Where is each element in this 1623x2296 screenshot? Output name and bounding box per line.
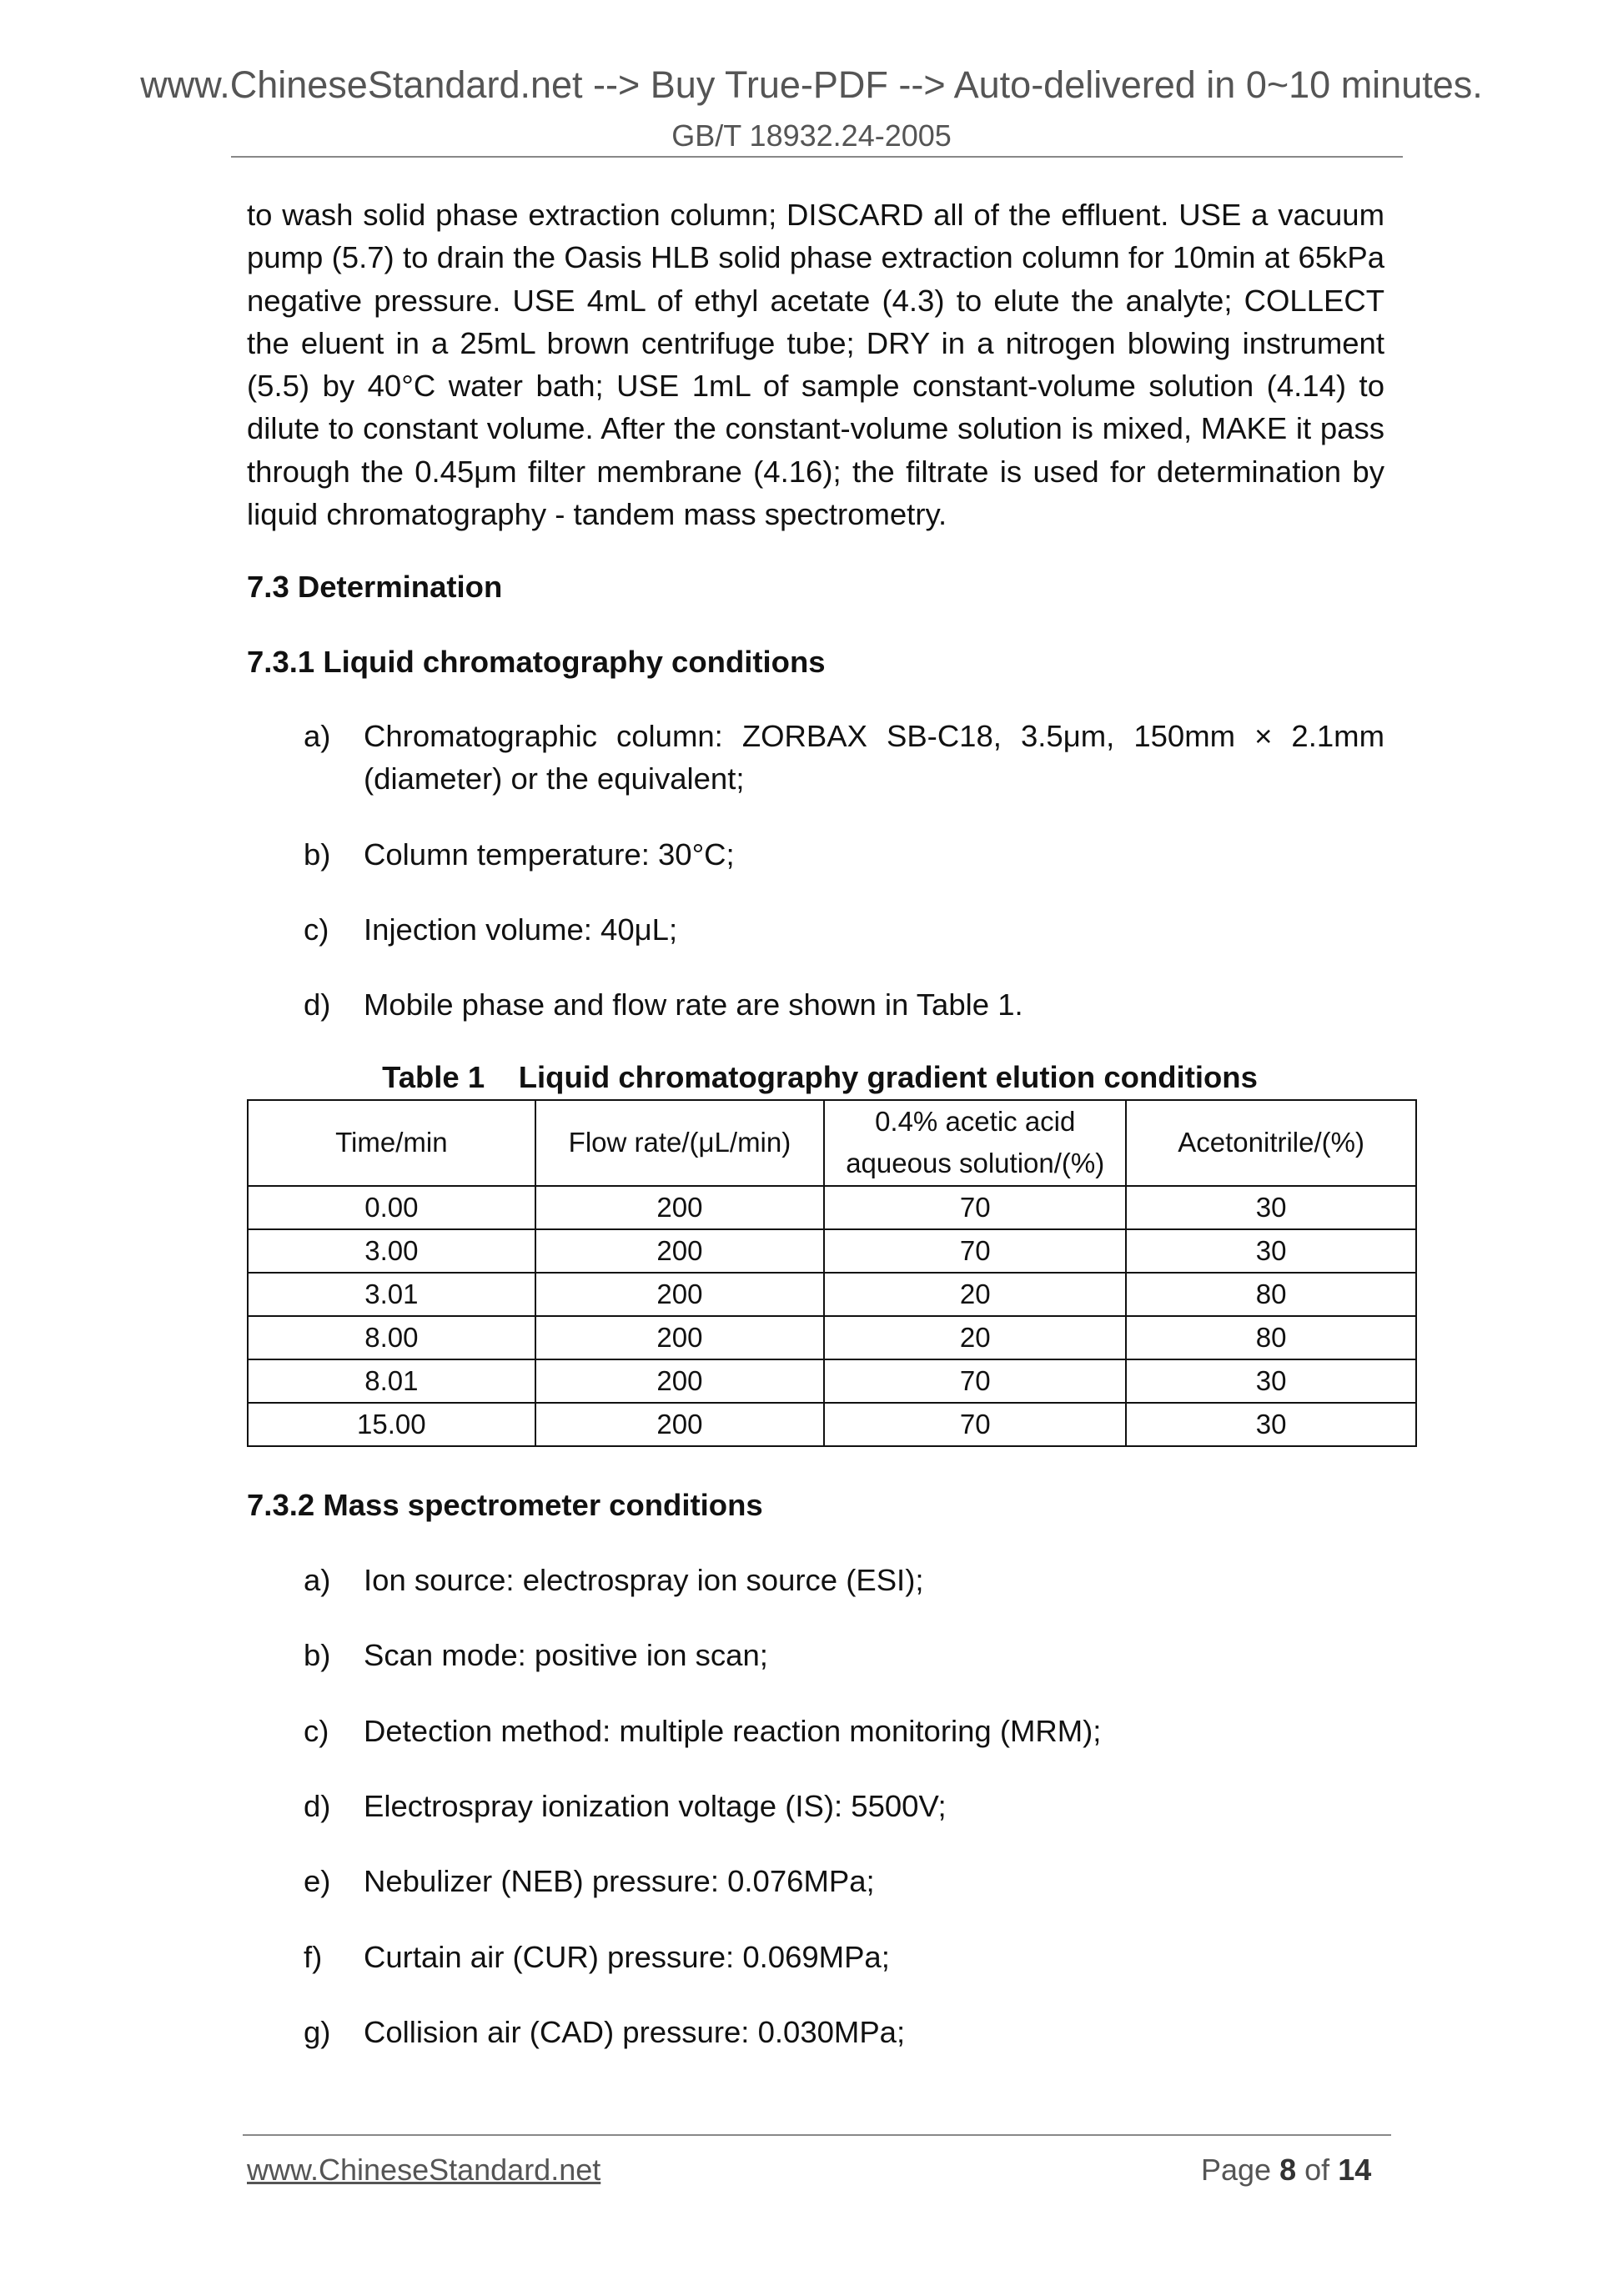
list-marker: f): [304, 1939, 323, 1974]
table-cell: 8.00: [248, 1316, 535, 1359]
footer-divider: [243, 2134, 1391, 2136]
table-cell: 70: [824, 1403, 1126, 1446]
lc-conditions-list: [247, 715, 1384, 1026]
list-item-text: Injection volume: 40μL;: [364, 912, 678, 947]
list-marker: e): [304, 1864, 331, 1899]
table-cell: 20: [824, 1273, 1126, 1316]
table-cell: 200: [535, 1359, 825, 1403]
list-item: [247, 833, 1384, 876]
table-1-container: [247, 1056, 1384, 1446]
list-marker: b): [304, 837, 331, 872]
page-of: of: [1304, 2153, 1330, 2187]
table-row: [248, 1273, 1416, 1316]
list-item-text: Ion source: electrospray ion source (ESI);: [364, 1563, 924, 1598]
page-content: [247, 193, 1384, 2053]
list-item: [247, 983, 1384, 1026]
table-cell: 8.01: [248, 1359, 535, 1403]
section-heading-7-3: 7.3 Determination: [247, 570, 503, 605]
table-cell: 30: [1126, 1359, 1416, 1403]
table-row: [248, 1229, 1416, 1273]
list-item-text: Nebulizer (NEB) pressure: 0.076MPa;: [364, 1864, 875, 1899]
list-item: [247, 1559, 1384, 1601]
list-marker: d): [304, 1788, 331, 1823]
site-banner: www.ChineseStandard.net --> Buy True-PDF --> Auto-delivered in 0~10 minutes.: [140, 63, 1483, 106]
header-divider: [231, 156, 1403, 158]
list-item-text: Detection method: multiple reaction monitoring (MRM);: [364, 1713, 1102, 1748]
list-item: [247, 1634, 1384, 1676]
list-marker: b): [304, 1638, 331, 1673]
table-cell: 80: [1126, 1273, 1416, 1316]
table-cell: 15.00: [248, 1403, 535, 1446]
table-cell: 30: [1126, 1229, 1416, 1273]
list-marker: c): [304, 1713, 329, 1748]
page-current: 8: [1279, 2153, 1297, 2187]
gradient-elution-table: [247, 1099, 1417, 1447]
list-item: [247, 715, 1384, 801]
table-cell: 20: [824, 1316, 1126, 1359]
column-header: Time/min: [248, 1100, 535, 1186]
list-item-text: Collision air (CAD) pressure: 0.030MPa;: [364, 2014, 906, 2049]
page-prefix: Page: [1201, 2153, 1272, 2187]
table-caption: Table 1 Liquid chromatography gradient elution conditions: [382, 1060, 1258, 1095]
table-cell: 200: [535, 1403, 825, 1446]
list-item-text: Chromatographic column: ZORBAX SB-C18, 3.5μm, 150mm × 2.1mm (diameter) or the equivalent;: [364, 718, 1384, 796]
list-marker: d): [304, 987, 331, 1022]
table-cell: 70: [824, 1229, 1126, 1273]
table-cell: 3.01: [248, 1273, 535, 1316]
table-cell: 30: [1126, 1403, 1416, 1446]
column-header: Acetonitrile/(%): [1126, 1100, 1416, 1186]
section-heading-7-3-2: 7.3.2 Mass spectrometer conditions: [247, 1487, 763, 1522]
column-header: Flow rate/(μL/min): [535, 1100, 825, 1186]
list-item: [247, 1860, 1384, 1902]
table-cell: 70: [824, 1359, 1126, 1403]
table-row: [248, 1186, 1416, 1229]
table-cell: 30: [1126, 1186, 1416, 1229]
list-item-text: Electrospray ionization voltage (IS): 5500V;: [364, 1788, 947, 1823]
list-marker: g): [304, 2014, 331, 2049]
table-cell: 80: [1126, 1316, 1416, 1359]
table-cell: 200: [535, 1273, 825, 1316]
list-item: [247, 908, 1384, 951]
list-marker: c): [304, 912, 329, 947]
list-item-text: Curtain air (CUR) pressure: 0.069MPa;: [364, 1939, 890, 1974]
table-row: [248, 1403, 1416, 1446]
column-header: 0.4% acetic acid aqueous solution/(%): [824, 1100, 1126, 1186]
list-item-text: Scan mode: positive ion scan;: [364, 1638, 768, 1673]
section-heading-7-3-1: 7.3.1 Liquid chromatography conditions: [247, 644, 826, 679]
list-marker: a): [304, 718, 331, 753]
list-item: [247, 1710, 1384, 1752]
footer-site-link[interactable]: www.ChineseStandard.net: [247, 2153, 601, 2187]
table-cell: 0.00: [248, 1186, 535, 1229]
list-item: [247, 1936, 1384, 1978]
table-cell: 3.00: [248, 1229, 535, 1273]
intro-paragraph: to wash solid phase extraction column; DISCARD all of the effluent. USE a vacuum pump (5.7) to drain the Oasis HLB solid phase extraction column for 10min at 65kPa negative pressure. USE 4mL of ethyl acetate (4.3) to elute the analyte; COLLECT the eluent in a 25mL brown centrifuge tube; DRY in a nitrogen blowing instrument (5.5) by 40°C water bath; USE 1mL of sample constant-volume solution (4.14) to dilute to constant volume. After the constant-volume solution is mixed, MAKE it pass through the 0.45μm filter membrane (4.16); the filtrate is used for determination by liquid chromatography - tandem mass spectrometry.: [247, 198, 1384, 532]
ms-conditions-list: [247, 1559, 1384, 2053]
table-cell: 70: [824, 1186, 1126, 1229]
page-number: [1201, 2153, 1371, 2188]
list-item: [247, 1785, 1384, 1827]
list-item-text: Mobile phase and flow rate are shown in Table 1.: [364, 987, 1023, 1022]
list-item-text: Column temperature: 30°C;: [364, 837, 735, 872]
table-cell: 200: [535, 1229, 825, 1273]
table-row: [248, 1316, 1416, 1359]
table-cell: 200: [535, 1186, 825, 1229]
page-total: 14: [1338, 2153, 1372, 2187]
table-row: [248, 1359, 1416, 1403]
table-cell: 200: [535, 1316, 825, 1359]
list-item: [247, 2011, 1384, 2053]
standard-code: GB/T 18932.24-2005: [671, 118, 952, 153]
table-header-row: [248, 1100, 1416, 1186]
list-marker: a): [304, 1563, 331, 1598]
